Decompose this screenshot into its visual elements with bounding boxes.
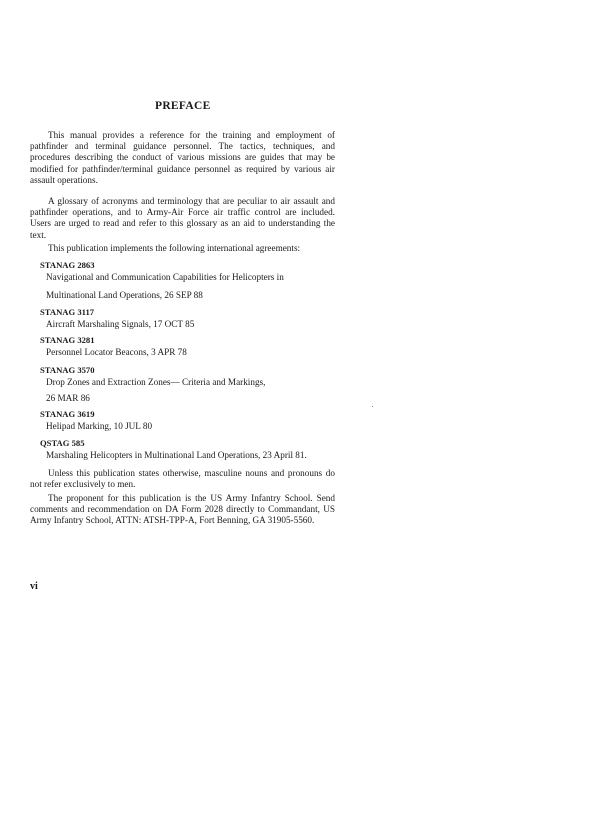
page-title: PREFACE xyxy=(155,100,211,112)
agreement-title: Navigational and Communication Capabilities for Helicopters in xyxy=(46,272,284,282)
agreement-id: QSTAG 585 xyxy=(40,438,85,448)
agreement-title: Personnel Locator Beacons, 3 APR 78 xyxy=(46,347,187,357)
paragraph-agreements: This publication implements the following international agreements: xyxy=(48,243,301,253)
paragraph-glossary: A glossary of acronyms and terminology that are peculiar to air assault and pathfinder operations, and to Army-Air Force air traffic control are included. Users are urged to read and refer to this glossary as an aid to understanding the text. xyxy=(30,196,335,240)
agreement-id: STANAG 2863 xyxy=(40,260,95,270)
agreement-title: Multinational Land Operations, 26 SEP 88 xyxy=(46,290,203,300)
agreement-id: STANAG 3570 xyxy=(40,365,95,375)
agreement-id: STANAG 3619 xyxy=(40,409,95,419)
scan-speck xyxy=(372,406,373,407)
paragraph-nouns: Unless this publication states otherwise, masculine nouns and pronouns do not refer exclusively to men. xyxy=(30,468,335,490)
agreement-title: 26 MAR 86 xyxy=(46,393,90,403)
agreement-id: STANAG 3117 xyxy=(40,307,95,317)
intro-paragraph xyxy=(30,130,335,186)
paragraph-proponent: The proponent for this publication is the US Army Infantry School. Send comments and recommendation on DA Form 2028 directly to Commandant, US Army Infantry School, ATTN: ATSH-TPP-A, Fort Benning, GA 31905-5560. xyxy=(30,493,335,526)
paragraph-purpose: This manual provides a reference for the training and employment of pathfinder and terminal guidance personnel. The tactics, techniques, and procedures describing the conduct of various missions are guides that may be modified for pathfinder/terminal guidance personnel as required by various air assault operations. xyxy=(30,130,335,185)
closing-paragraph-2 xyxy=(30,493,335,527)
closing-paragraph-1 xyxy=(30,468,335,490)
agreement-title: Drop Zones and Extraction Zones— Criteria and Markings, xyxy=(46,377,266,387)
agreement-id: STANAG 3281 xyxy=(40,335,95,345)
agreement-title: Aircraft Marshaling Signals, 17 OCT 85 xyxy=(46,319,195,329)
page-number: vi xyxy=(30,581,38,592)
glossary-paragraph xyxy=(30,196,335,241)
agreement-title: Marshaling Helicopters in Multinational Land Operations, 23 April 81. xyxy=(46,450,307,460)
agreement-title: Helipad Marking, 10 JUL 80 xyxy=(46,421,153,431)
agreements-intro xyxy=(30,243,335,254)
